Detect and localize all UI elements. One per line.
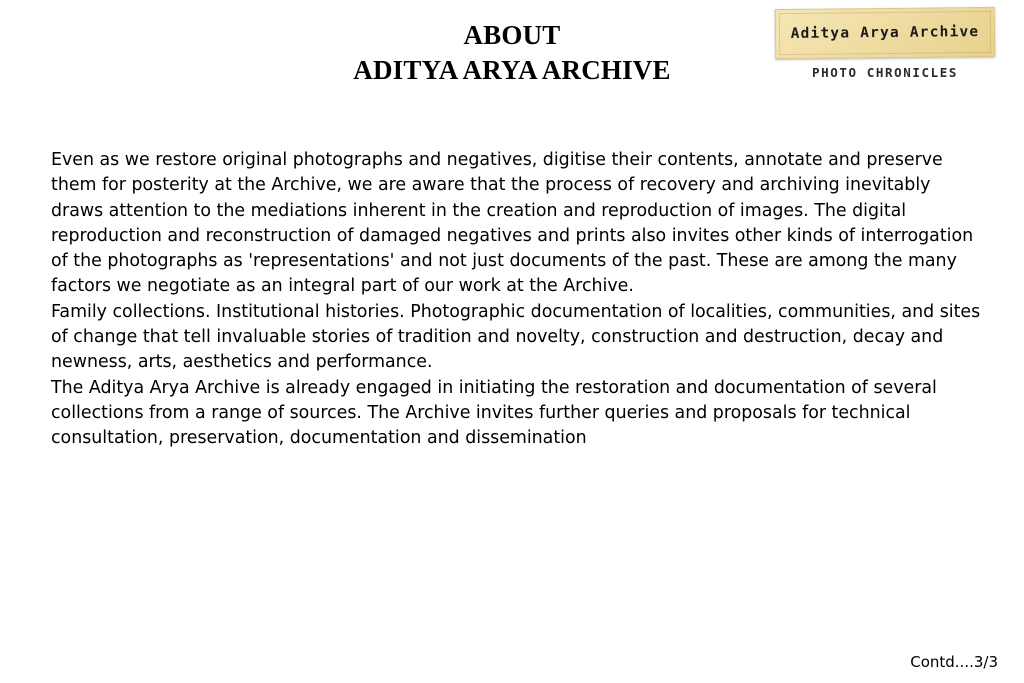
archive-logo	[772, 8, 998, 80]
paragraph-2: Family collections. Institutional histories. Photographic documentation of localities, communities, and sites of change that tell invaluable stories of tradition and novelty, construction and destruction, decay and newness, arts, aesthetics and performance.	[51, 301, 986, 373]
body-text	[51, 148, 986, 452]
logo-subtitle: PHOTO CHRONICLES	[811, 65, 958, 80]
logo-badge-label: Aditya Arya Archive	[790, 24, 980, 42]
paragraph-3: The Aditya Arya Archive is already engaged in initiating the restoration and documentation of several collections from a range of sources. The Archive invites further queries and proposals for technical consultation, preservation, documentation and dissemination	[51, 377, 943, 449]
page-title-line-1: ABOUT	[463, 20, 561, 50]
logo-badge	[775, 7, 996, 59]
page-footer: Contd....3/3	[910, 653, 998, 671]
paragraph-1: Even as we restore original photographs and negatives, digitise their contents, annotate and preserve them for posterity at the Archive, we are aware that the process of recovery and archiving inevitably draws attention to the mediations inherent in the creation and reproduction of images. The digital reproduction and reconstruction of damaged negatives and prints also invites other kinds of interrogation of the photographs as 'representations' and not just documents of the past. These are among the many factors we negotiate as an integral part of our work at the Archive.	[51, 150, 979, 297]
page-title-line-2: ADITYA ARYA ARCHIVE	[353, 55, 671, 85]
